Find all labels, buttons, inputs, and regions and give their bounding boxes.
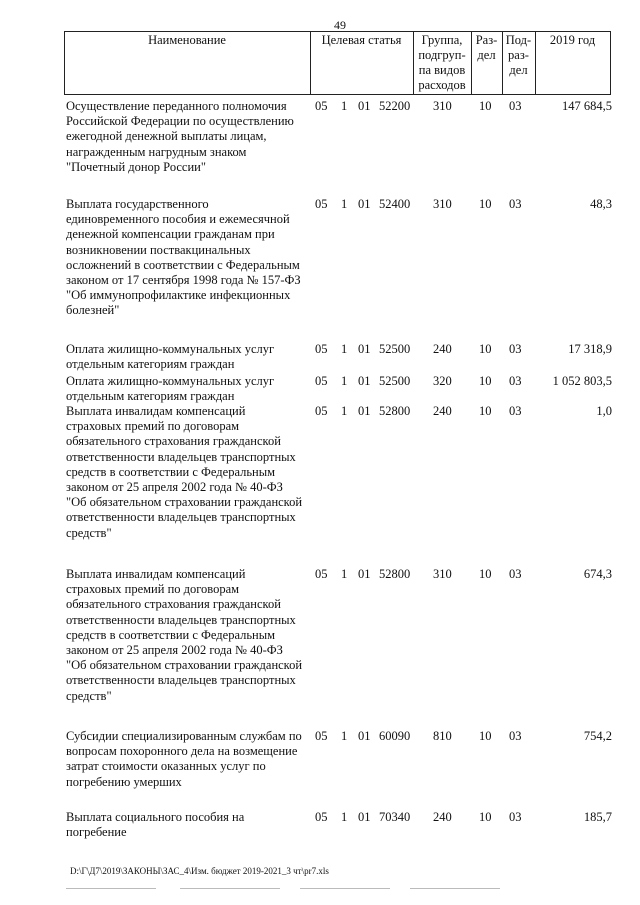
target-part-4: 52500: [379, 342, 411, 356]
target-part-1: 05: [315, 197, 328, 211]
subsection-code: 03: [509, 729, 522, 743]
subsection-code: 03: [509, 342, 522, 356]
group-code: 240: [433, 810, 452, 824]
target-part-1: 05: [315, 374, 328, 388]
target-part-3: 01: [358, 342, 371, 356]
target-part-3: 01: [358, 197, 371, 211]
target-part-4: 52800: [379, 567, 411, 581]
scan-line: [180, 888, 280, 889]
row-name: Выплата государственного единовременного пособия и ежемесячной денежной компенсации гражданам при возникновении поствакцинальных осложнений в соответствии с Федеральным законом от 17 сентября 1998 года № 157-ФЗ "Об иммунопрофилактике инфекционных болезней": [66, 197, 301, 318]
target-part-3: 01: [358, 567, 371, 581]
target-part-1: 05: [315, 404, 328, 418]
target-part-2: 1: [341, 729, 348, 743]
target-part-2: 1: [341, 567, 348, 581]
target-part-3: 01: [358, 404, 371, 418]
target-part-2: 1: [341, 197, 348, 211]
page-number: 49: [334, 18, 346, 32]
row-name: Оплата жилищно-коммунальных услуг отдельным категориям граждан: [66, 342, 275, 372]
target-part-2: 1: [341, 342, 348, 356]
subsection-code: 03: [509, 99, 522, 113]
target-part-3: 01: [358, 374, 371, 388]
target-part-1: 05: [315, 342, 328, 356]
row-name: Выплата социального пособия на погребение: [66, 810, 245, 840]
section-code: 10: [479, 729, 492, 743]
amount: 48,3: [590, 197, 612, 211]
file-path-footer: D:\Г\Д7\2019\ЗАКОНЫ\ЗАС_4\Изм. бюджет 2019-2021_3 чт\pr7.xls: [70, 866, 329, 876]
header-divider: [610, 31, 611, 95]
group-code: 310: [433, 567, 452, 581]
target-part-3: 01: [358, 99, 371, 113]
group-code: 810: [433, 729, 452, 743]
row-name: Осуществление переданного полномочия Российской Федерации по осуществлению ежегодной денежной выплаты лицам, награжденным нагрудным знаком "Почетный донор России": [66, 99, 294, 174]
target-part-4: 70340: [379, 810, 411, 824]
section-code: 10: [479, 404, 492, 418]
section-code: 10: [479, 374, 492, 388]
target-part-3: 01: [358, 729, 371, 743]
amount: 1 052 803,5: [552, 374, 612, 388]
row-name: Оплата жилищно-коммунальных услуг отдельным категориям граждан: [66, 374, 275, 404]
subsection-code: 03: [509, 404, 522, 418]
target-part-4: 52800: [379, 404, 411, 418]
group-code: 240: [433, 404, 452, 418]
row-name: Субсидии специализированным службам по вопросам похоронного дела на возмещение затрат стоимости оказанных услуг по погребению умерших: [66, 729, 302, 789]
target-part-1: 05: [315, 729, 328, 743]
target-part-2: 1: [341, 99, 348, 113]
scan-line: [300, 888, 390, 889]
header-group: Группа, подгруп- па видов расходов: [418, 33, 466, 92]
section-code: 10: [479, 99, 492, 113]
section-code: 10: [479, 342, 492, 356]
scan-line: [410, 888, 500, 889]
subsection-code: 03: [509, 374, 522, 388]
target-part-1: 05: [315, 99, 328, 113]
amount: 754,2: [583, 729, 612, 743]
amount: 674,3: [583, 567, 612, 581]
subsection-code: 03: [509, 567, 522, 581]
amount: 1,0: [596, 404, 612, 418]
section-code: 10: [479, 567, 492, 581]
header-subsection: Под- раз- дел: [505, 33, 532, 77]
header-name: Наименование: [148, 33, 226, 47]
section-code: 10: [479, 810, 492, 824]
section-code: 10: [479, 197, 492, 211]
group-code: 240: [433, 342, 452, 356]
target-part-4: 52200: [379, 99, 411, 113]
subsection-code: 03: [509, 810, 522, 824]
group-code: 310: [433, 197, 452, 211]
target-part-4: 52400: [379, 197, 411, 211]
amount: 185,7: [583, 810, 612, 824]
scan-line: [66, 888, 156, 889]
target-part-1: 05: [315, 810, 328, 824]
target-part-2: 1: [341, 810, 348, 824]
target-part-4: 52500: [379, 374, 411, 388]
target-part-2: 1: [341, 374, 348, 388]
subsection-code: 03: [509, 197, 522, 211]
header-target-article: Целевая статья: [321, 33, 402, 47]
amount: 147 684,5: [562, 99, 612, 113]
target-part-2: 1: [341, 404, 348, 418]
target-part-3: 01: [358, 810, 371, 824]
header-section: Раз- дел: [475, 33, 498, 62]
target-part-1: 05: [315, 567, 328, 581]
header-year: 2019 год: [549, 33, 596, 47]
group-code: 310: [433, 99, 452, 113]
amount: 17 318,9: [568, 342, 612, 356]
row-name: Выплата инвалидам компенсаций страховых премий по договорам обязательного страхования гражданской ответственности владельцев транспортных средств в соответствии с Федеральным законом от 25 апреля 2002 года № 40-ФЗ "Об обязательном страховании гражданской ответственности владельцев транспортных средств": [66, 404, 303, 540]
target-part-4: 60090: [379, 729, 411, 743]
row-name: Выплата инвалидам компенсаций страховых премий по договорам обязательного страхования гражданской ответственности владельцев транспортных средств в соответствии с Федеральным законом от 25 апреля 2002 года № 40-ФЗ "Об обязательном страховании гражданской ответственности владельцев транспортных средств": [66, 567, 303, 703]
group-code: 320: [433, 374, 452, 388]
